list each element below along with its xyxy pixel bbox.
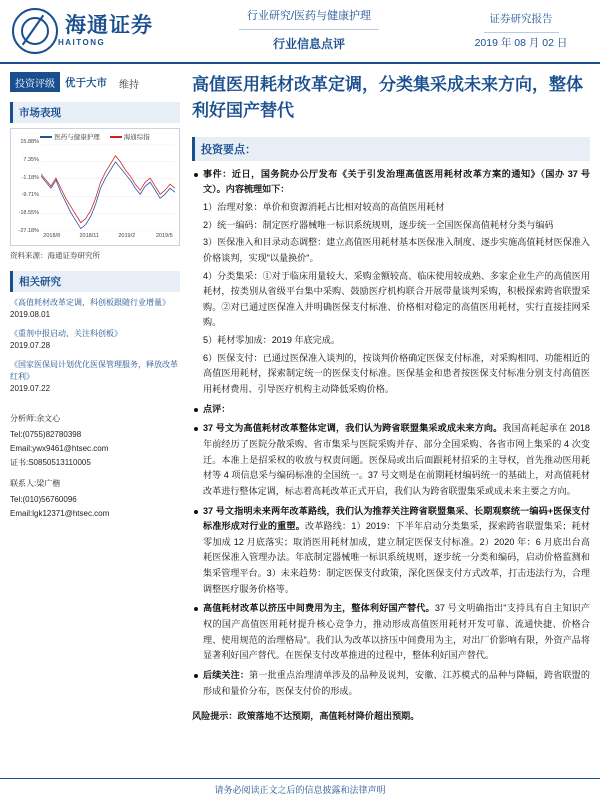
market-performance-chart: [10, 128, 180, 246]
brand-name: 海通证券: [65, 14, 153, 38]
rating-status: 维持: [119, 80, 139, 91]
content-bullet: 37 号文为高值耗材改革整体定调，我们认为跨省联盟集采或成未来方向。我国高耗起承在 2018 年前经历了医院分散采购、省市集采与医院采购并存、部分全国采购、各省市网上集采的 4 次变迁。本准上是招采权的收放与权责问题。医保局或出后面跟耗材招采的主导权，首先推动医用耗材等 4 项信息采与编码标准的全国统一。37 号文则是在前期耗材编码统一的基础上，对高值耗材改革进行整体定调，标志着高耗改革正式开启，我们认为跨省联盟集采或成未来主要之方向。: [192, 421, 590, 499]
contact-email[interactable]: Email:lgk12371@htsec.com: [10, 508, 110, 518]
page-title: 高值医用耗材改革定调，分类集采成未来方向，整体利好国产替代: [192, 75, 583, 121]
contact-tel: Tel:(010)56760096: [10, 494, 77, 504]
report-footer: 请务必阅读正文之后的信息披露和法律声明: [0, 778, 600, 800]
analyst-info: [10, 412, 180, 521]
content-bullet: 高值耗材改革以挤压中间费用为主，整体利好国产替代。37 号文明确指出"支持具有自主知识产权的国产高值医用耗材提升核心竞争力，推动形成高值医用耗材开发可靠、流通快捷、价格合理、使用规范的治理格局"。我们认为改革以挤压中间费用为主，对出厂价影响有限，外资产品将显著利好国产替代。在医保支付改革推进的过程中，整体利好国产替代。: [192, 601, 590, 664]
related-title: 《国家医保局计划优化医保管理服务，释放改革红利》: [10, 359, 178, 381]
haitong-logo-icon: [12, 8, 58, 54]
chart-x-tick: 2018/11: [79, 233, 99, 239]
sidebar: [10, 72, 188, 780]
risk-warning: 风险提示：政策落地不达预期，高值耗材降价超出预期。: [192, 711, 420, 722]
chart-source: 资料来源：海通证券研究所: [10, 251, 100, 260]
chart-plot-area: [41, 144, 175, 231]
report-type: 行业信息点评: [272, 37, 345, 52]
market-performance-title: 市场表现: [10, 102, 180, 123]
analyst-email[interactable]: Email:ywx9461@htsec.com: [10, 443, 109, 453]
content-paragraph: 6）医保支付：已通过医保准入谈判的，按谈判价格确定医保支付标准，对采购相同、功能相近的高值医用耗材，探索制定统一的医保支付标准。医保基金和患者按医保支付标准分别支付高值医用耗材费用、引导医疗机构主动降低采购价格。: [203, 352, 590, 395]
related-date: 2019.08.01: [10, 310, 51, 320]
content-paragraph: 2）统一编码：制定医疗器械唯一标识系统规则，逐步统一全国医保高值耗材分类与编码: [203, 219, 554, 230]
header-right: [450, 9, 600, 54]
report-header: [0, 0, 600, 64]
chart-svg: [41, 144, 175, 231]
related-title: 《高值耗材改革定调，科创板跟随行业增量》: [10, 298, 170, 307]
rating-label: 投资评级: [10, 72, 60, 92]
chart-y-tick: 15.88%: [20, 139, 39, 145]
report-date: 2019 年 08 月 02 日: [474, 36, 568, 49]
analyst-name: 分析师:余文心: [10, 413, 61, 423]
chart-x-axis: [41, 233, 175, 243]
chart-y-axis: [12, 139, 41, 234]
contact-name: 联系人:梁广楷: [10, 478, 61, 488]
list-item[interactable]: [10, 359, 180, 396]
chart-y-tick: -18.55%: [18, 210, 39, 217]
chart-y-tick: -27.18%: [18, 228, 39, 234]
chart-y-tick: -1.18%: [21, 174, 39, 181]
main-content: [188, 72, 590, 780]
related-research-list: [10, 297, 180, 396]
list-item[interactable]: [10, 328, 180, 353]
chart-y-tick: -9.71%: [21, 192, 39, 199]
content-paragraph: 3）医保准入和目录动态调整：建立高值医用耗材基本医保准入制度、逐步实施高值耗材医保准入价格谈判，实现"以量换价"。: [203, 237, 590, 263]
investment-points-header: 投资要点：: [192, 137, 590, 161]
industry-line: 行业研究/医药与健康护理: [239, 6, 379, 30]
chart-x-tick: 2019/5: [155, 233, 173, 239]
brand-name-latin: HAITONG: [58, 37, 106, 47]
related-date: 2019.07.22: [10, 384, 51, 394]
analyst-tel: Tel:(0755)82780398: [10, 429, 82, 439]
content-paragraph: 1）治理对象：单价和资源消耗占比相对较高的高值医用耗材: [203, 201, 445, 212]
content-paragraph: 5）耗材零加成：2019 年底完成。: [203, 335, 340, 346]
research-label: 证券研究报告: [484, 9, 559, 33]
content-bullet: 37 号文指明未来两年改革路线，我们认为推荐关注跨省联盟集采、长期观察统一编码+医保支付标准形成对行业的重塑。改革路线：1）2019：下半年启动分类集采，探索跨省联盟集采；耗材零加成 12 月底落实；取消医用耗材加成，建立制定医保支付标准。2）2020 年：6 月底出台高耗医保准入管理办法。年底制定器械唯一标识系统规则，逐步统一分类和编码，启动价格监测和集采管理平台。3）未来趋势：制定医保支付政策，深化医保支付方式改革，打击违法行为，合理调整医疗服务价格等。: [192, 504, 590, 598]
rating-value: 优于大市: [65, 77, 107, 89]
related-date: 2019.07.28: [10, 341, 51, 351]
report-body: [0, 64, 600, 780]
related-research-title: 相关研究: [10, 271, 180, 292]
legend-item-1: 海通综指: [110, 132, 150, 141]
chart-y-tick: 7.35%: [23, 156, 39, 163]
content-bullet: 后续关注：第一批重点治理清单涉及的品种及说判，安徽、江苏模式的品种与降幅，跨省联盟的形成和量价分布，医保支付价的形成。: [192, 668, 590, 699]
related-title: 《重剂中报启动，关注科创板》: [10, 328, 122, 338]
header-center: [168, 6, 450, 56]
content-paragraph: 4）分类集采：①对于临床用量较大、采购金额较高、临床使用较成熟、多家企业生产的高值医用耗材，按类别从省级平台集中采购、鼓励医疗机构联合开展带量谈判采购，积极探索跨省联盟采购。②对已通过医保准入并明确医保支付标准、价格相对稳定的高值医用耗材，实行直接挂网采购。: [203, 270, 590, 328]
list-item[interactable]: [10, 297, 180, 322]
brand-logo: [0, 8, 168, 54]
content-bullet: 事件：近日，国务院办公厅发布《关于引发治理高值医用耗材改革方案的通知》（国办 37 号文）。内容梳理如下：: [192, 167, 590, 198]
legend-item-0: 医药与健康护理: [40, 132, 100, 141]
chart-x-tick: 2019/2: [118, 233, 136, 239]
content-blocks: [192, 167, 590, 700]
content-bullet: 点评：: [192, 402, 590, 418]
investment-rating: [10, 72, 180, 92]
chart-x-tick: 2018/8: [43, 233, 61, 239]
analyst-cert: 证书:S0850513110005: [10, 457, 91, 467]
